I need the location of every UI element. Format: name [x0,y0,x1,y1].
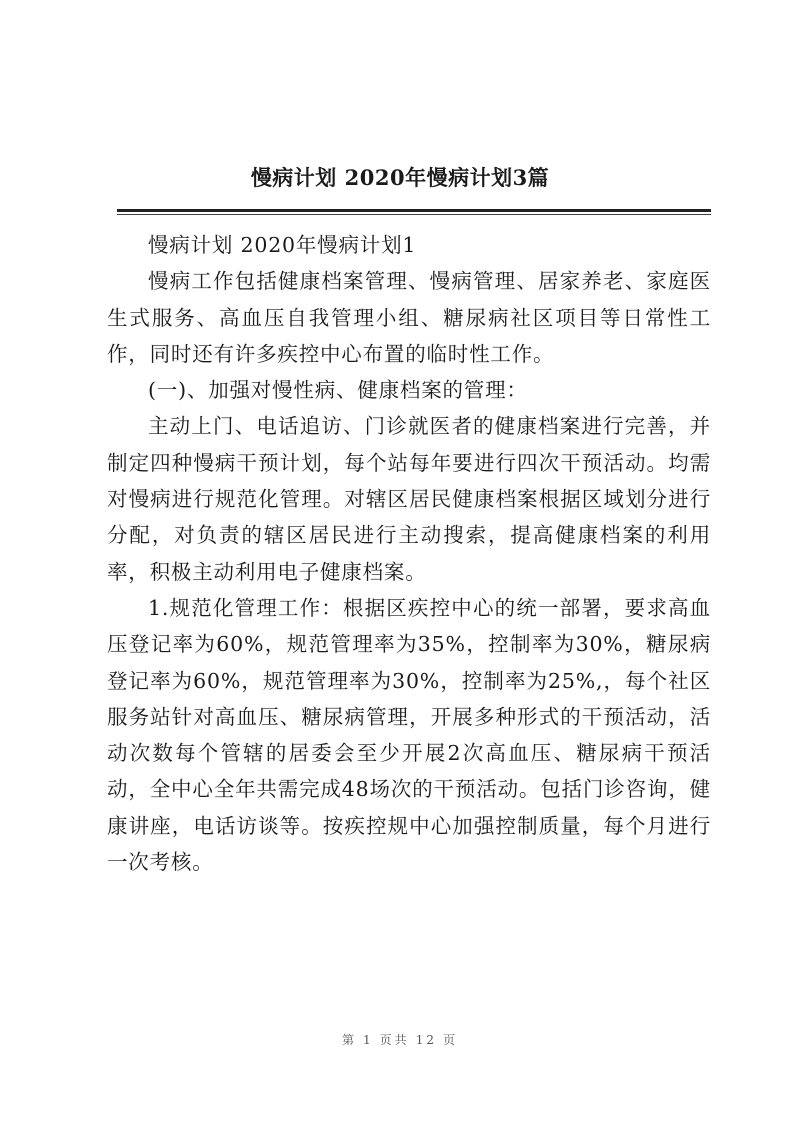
subsection-heading: (一)、加强对慢性病、健康档案的管理： [148,378,528,403]
footer-suffix: 页 [442,1033,458,1047]
footer-middle: 页共 [379,1033,410,1047]
footer-prefix: 第 [342,1033,358,1047]
footer-total-pages: 12 [415,1033,437,1047]
paragraph: 慢病工作包括健康档案管理、慢病管理、居家养老、家庭医生式服务、高血压自我管理小组、糖尿病社区项目等日常性工作，同时还有许多疾控中心布置的临时性工作。 [107,269,711,366]
title-divider-thin [117,214,711,215]
paragraph: 1.规范化管理工作：根据区疾控中心的统一部署，要求高血压登记率为60%，规范管理率为35%，控制率为30%，糖尿病登记率为60%，规范管理率为30%，控制率为25%,，每个社区服务站针对高血压、糖尿病管理，开展多种形式的干预活动，活动次数每个管辖的居委会至少开展2次高血压、糖尿病干预活动，全中心全年共需完成48场次的干预活动。包括门诊咨询，健康讲座，电话访谈等。按疾控规中心加强控制质量，每个月进行一次考核。 [107,595,711,875]
title-divider [117,209,711,212]
document-title: 慢病计划 2020年慢病计划3篇 [250,165,550,190]
paragraph: 主动上门、电话追访、门诊就医者的健康档案进行完善，并制定四种慢病干预计划，每个站每年要进行四次干预活动。均需对慢病进行规范化管理。对辖区居民健康档案根据区域划分进行分配，对负责的辖区居民进行主动搜索，提高健康档案的利用率，积极主动利用电子健康档案。 [107,414,711,584]
document-body [107,227,711,880]
page-footer [0,1031,800,1048]
section-heading: 慢病计划 2020年慢病计划1 [148,233,417,257]
footer-page-number: 1 [363,1033,374,1047]
